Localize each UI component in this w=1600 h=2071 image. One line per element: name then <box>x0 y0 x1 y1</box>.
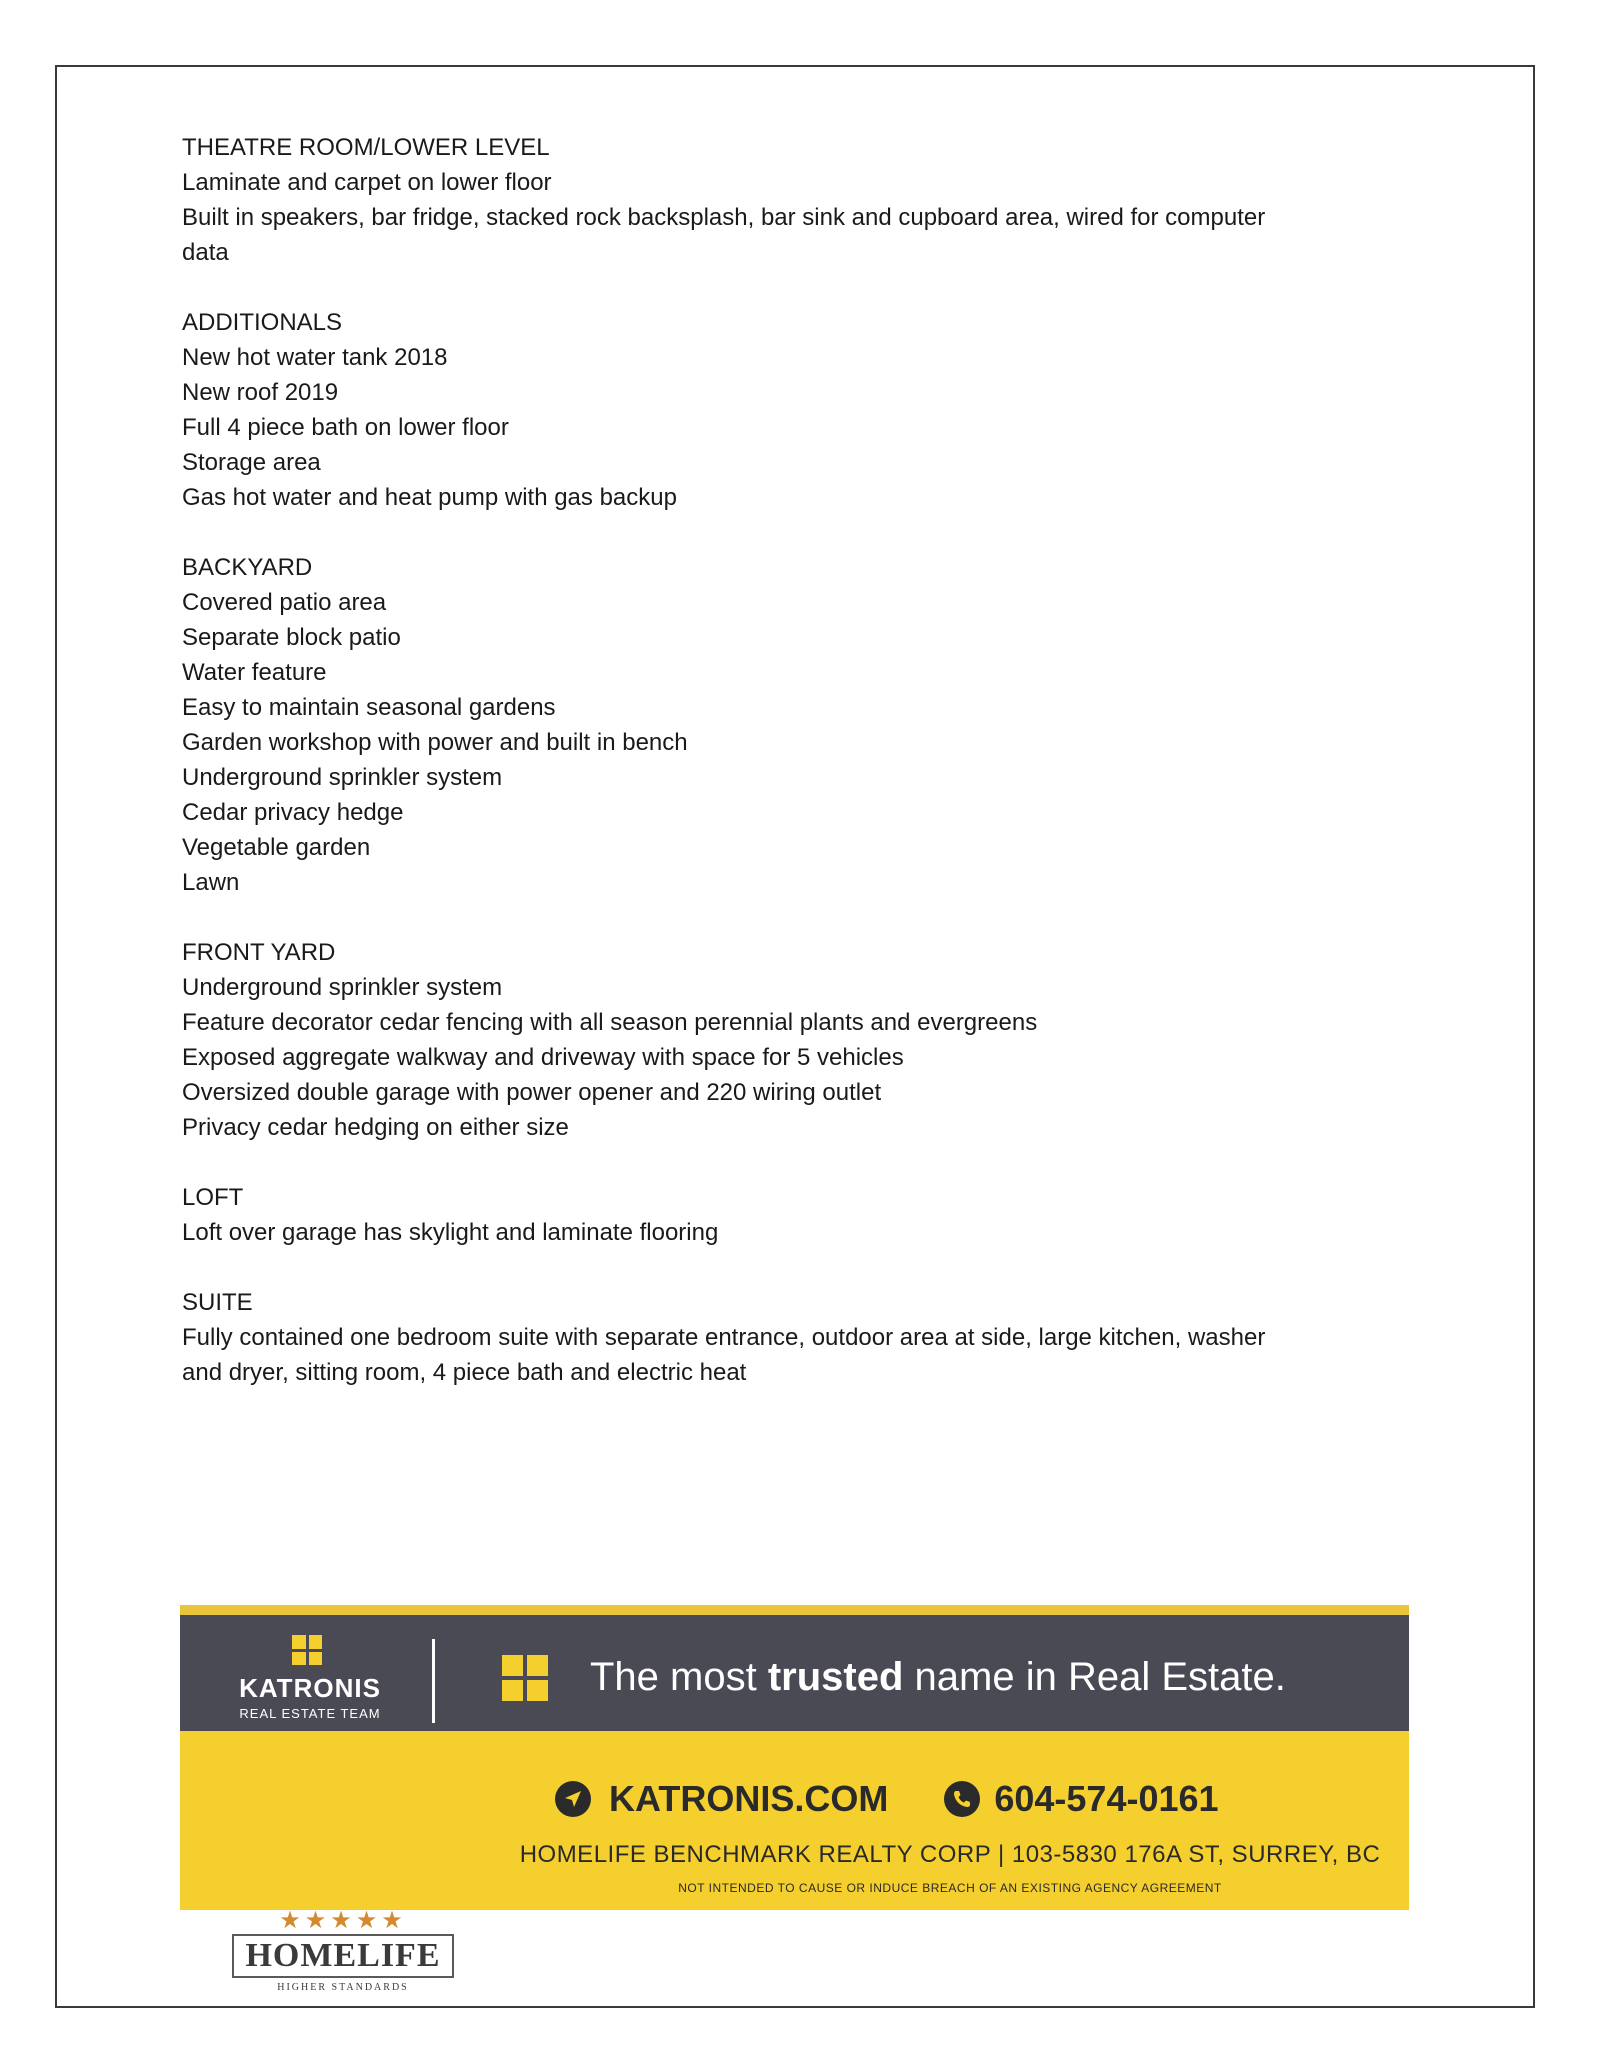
section-line: Fully contained one bedroom suite with separate entrance, outdoor area at side, large kitchen, washer <box>182 1324 1266 1351</box>
tagline-pre: The most <box>590 1655 768 1699</box>
location-arrow-icon <box>555 1781 591 1817</box>
stars-icon: ★★★★★ <box>279 1907 407 1934</box>
tagline-post: name in Real Estate. <box>903 1655 1286 1699</box>
office-address: HOMELIFE BENCHMARK REALTY CORP | 103-5830 176A ST, SURREY, BC <box>519 1841 1381 1868</box>
section-suite <box>182 1285 1412 1390</box>
phone-number[interactable]: 604-574-0161 <box>994 1778 1219 1819</box>
section-line: Storage area <box>182 449 321 476</box>
homelife-wordmark: HOMELIFE <box>232 1934 454 1978</box>
section-line: Garden workshop with power and built in bench <box>182 729 688 756</box>
section-line: Cedar privacy hedge <box>182 799 404 826</box>
section-front-yard <box>182 935 1412 1145</box>
banner-top-band <box>180 1605 1409 1731</box>
section-line: Built in speakers, bar fridge, stacked rock backsplash, bar sink and cupboard area, wired for computer <box>182 204 1266 231</box>
tagline-bold: trusted <box>767 1655 904 1699</box>
website-link[interactable]: KATRONIS.COM <box>609 1778 889 1819</box>
section-line: data <box>182 239 229 266</box>
section-heading: BACKYARD <box>182 554 313 581</box>
section-line: and dryer, sitting room, 4 piece bath and electric heat <box>182 1359 747 1386</box>
section-loft <box>182 1180 1412 1250</box>
section-heading: SUITE <box>182 1289 253 1316</box>
document-body <box>182 130 1412 1425</box>
brand-subtitle: REAL ESTATE TEAM <box>239 1706 381 1721</box>
section-heading: THEATRE ROOM/LOWER LEVEL <box>182 134 550 161</box>
section-line: Gas hot water and heat pump with gas backup <box>182 484 677 511</box>
section-line: Easy to maintain seasonal gardens <box>182 694 556 721</box>
section-backyard <box>182 550 1412 900</box>
section-line: Vegetable garden <box>182 834 371 861</box>
banner-divider <box>432 1639 435 1723</box>
section-line: Lawn <box>182 869 240 896</box>
katronis-logo-icon <box>292 1635 322 1665</box>
tagline <box>590 1655 1286 1700</box>
agency-disclaimer: NOT INTENDED TO CAUSE OR INDUCE BREACH OF AN EXISTING AGENCY AGREEMENT <box>678 1881 1222 1895</box>
section-line: Covered patio area <box>182 589 387 616</box>
section-line: Underground sprinkler system <box>182 764 503 791</box>
phone-block <box>944 1778 1218 1820</box>
section-line: New hot water tank 2018 <box>182 344 448 371</box>
section-line: Feature decorator cedar fencing with all season perennial plants and evergreens <box>182 1009 1038 1036</box>
section-additionals <box>182 305 1412 515</box>
section-line: Separate block patio <box>182 624 401 651</box>
section-line: Underground sprinkler system <box>182 974 503 1001</box>
homelife-subtitle: HIGHER STANDARDS <box>277 1982 409 1993</box>
section-line: Privacy cedar hedging on either size <box>182 1114 569 1141</box>
brand-name: KATRONIS <box>239 1673 381 1703</box>
realtor-banner <box>180 1605 1409 1993</box>
homelife-logo <box>232 1906 454 1996</box>
section-heading: LOFT <box>182 1184 244 1211</box>
section-line: Oversized double garage with power opener and 220 wiring outlet <box>182 1079 882 1106</box>
section-heading: ADDITIONALS <box>182 309 343 336</box>
section-line: Exposed aggregate walkway and driveway with space for 5 vehicles <box>182 1044 904 1071</box>
section-heading: FRONT YARD <box>182 939 336 966</box>
section-line: Laminate and carpet on lower floor <box>182 169 552 196</box>
section-line: New roof 2019 <box>182 379 339 406</box>
contact-row <box>555 1778 1219 1826</box>
phone-icon <box>944 1781 980 1817</box>
window-grid-icon <box>502 1655 548 1701</box>
section-line: Water feature <box>182 659 327 686</box>
section-line: Loft over garage has skylight and laminate flooring <box>182 1219 719 1246</box>
section-theatre-room <box>182 130 1412 270</box>
section-line: Full 4 piece bath on lower floor <box>182 414 509 441</box>
